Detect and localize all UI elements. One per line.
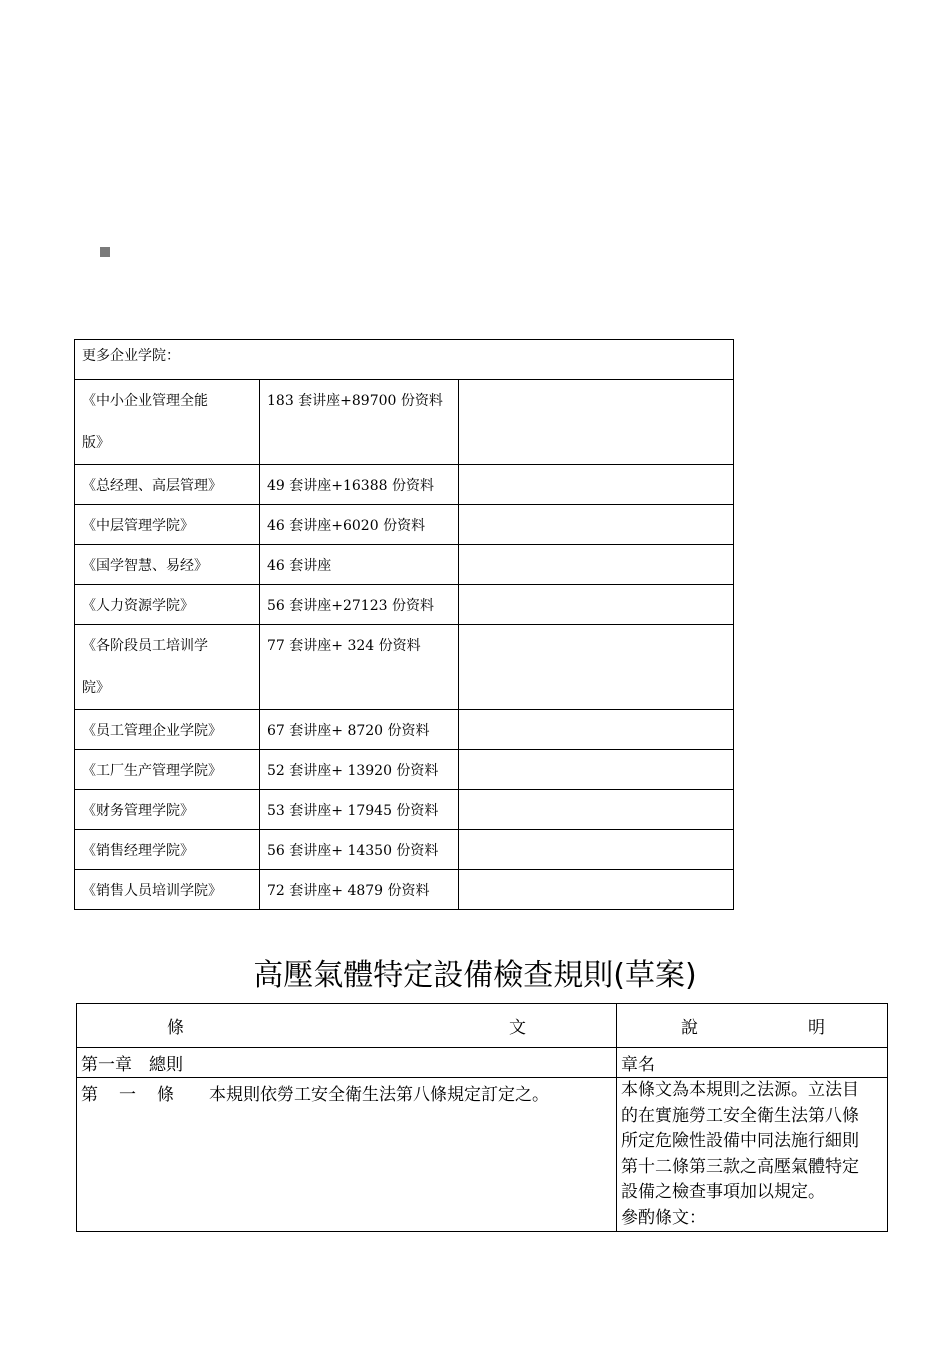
- course-name: 《销售人员培训学院》: [75, 870, 260, 910]
- course-stat: 56 套讲座+27123 份资料: [260, 585, 459, 625]
- course-name: 《中小企业管理全能 版》: [75, 380, 260, 465]
- empty-cell: [459, 710, 734, 750]
- course-name: 《人力资源学院》: [75, 585, 260, 625]
- bullet-square-icon: [100, 247, 110, 257]
- course-name: 《销售经理学院》: [75, 830, 260, 870]
- table-row: [75, 465, 734, 505]
- course-name: 《中层管理学院》: [75, 505, 260, 545]
- table-row: [77, 1048, 888, 1078]
- course-name: 《国学智慧、易经》: [75, 545, 260, 585]
- table-row: [75, 830, 734, 870]
- course-stat: 53 套讲座+ 17945 份资料: [260, 790, 459, 830]
- course-stat: 46 套讲座+6020 份资料: [260, 505, 459, 545]
- empty-cell: [459, 505, 734, 545]
- regulation-table: [76, 1003, 888, 1232]
- course-stat: 72 套讲座+ 4879 份资料: [260, 870, 459, 910]
- article-cell: [77, 1078, 617, 1232]
- course-name: 《工厂生产管理学院》: [75, 750, 260, 790]
- table-row: [75, 750, 734, 790]
- empty-cell: [459, 585, 734, 625]
- table-row: [75, 870, 734, 910]
- table-row: [77, 1078, 888, 1232]
- course-stat: 67 套讲座+ 8720 份资料: [260, 710, 459, 750]
- table-row: [75, 380, 734, 465]
- course-name: 《财务管理学院》: [75, 790, 260, 830]
- table-row: [75, 710, 734, 750]
- article-number: 第 一 條: [81, 1085, 174, 1105]
- catalog-header: 更多企业学院：: [75, 340, 734, 380]
- course-stat: 183 套讲座+89700 份资料: [260, 380, 459, 465]
- course-stat: 56 套讲座+ 14350 份资料: [260, 830, 459, 870]
- course-name: 《总经理、高层管理》: [75, 465, 260, 505]
- table-row: [75, 625, 734, 710]
- empty-cell: [459, 545, 734, 585]
- course-stat: 49 套讲座+16388 份资料: [260, 465, 459, 505]
- column-header-article: 條 文: [77, 1004, 617, 1048]
- course-catalog-table: [74, 339, 734, 910]
- course-name: 《各阶段员工培训学 院》: [75, 625, 260, 710]
- empty-cell: [459, 625, 734, 710]
- table-row: [75, 505, 734, 545]
- course-stat: 46 套讲座: [260, 545, 459, 585]
- empty-cell: [459, 380, 734, 465]
- chapter-title: 第一章 總則: [77, 1048, 617, 1078]
- empty-cell: [459, 750, 734, 790]
- course-name: 《员工管理企业学院》: [75, 710, 260, 750]
- empty-cell: [459, 870, 734, 910]
- course-stat: 52 套讲座+ 13920 份资料: [260, 750, 459, 790]
- table-row: [75, 790, 734, 830]
- empty-cell: [459, 465, 734, 505]
- table-row: [75, 545, 734, 585]
- chapter-note: 章名: [617, 1048, 888, 1078]
- empty-cell: [459, 830, 734, 870]
- article-text: 本規則依勞工安全衛生法第八條規定訂定之。: [209, 1085, 549, 1105]
- course-stat: 77 套讲座+ 324 份资料: [260, 625, 459, 710]
- article-explanation: 本條文為本規則之法源。立法目 的在實施勞工安全衛生法第八條 所定危險性設備中同法施行細則 第十二條第三款之高壓氣體特定 設備之檢查事項加以規定。 參酌條文：: [617, 1078, 888, 1232]
- table-row: [75, 585, 734, 625]
- column-header-explanation: 說 明: [617, 1004, 888, 1048]
- empty-cell: [459, 790, 734, 830]
- document-title: 高壓氣體特定設備檢查規則(草案): [253, 958, 697, 993]
